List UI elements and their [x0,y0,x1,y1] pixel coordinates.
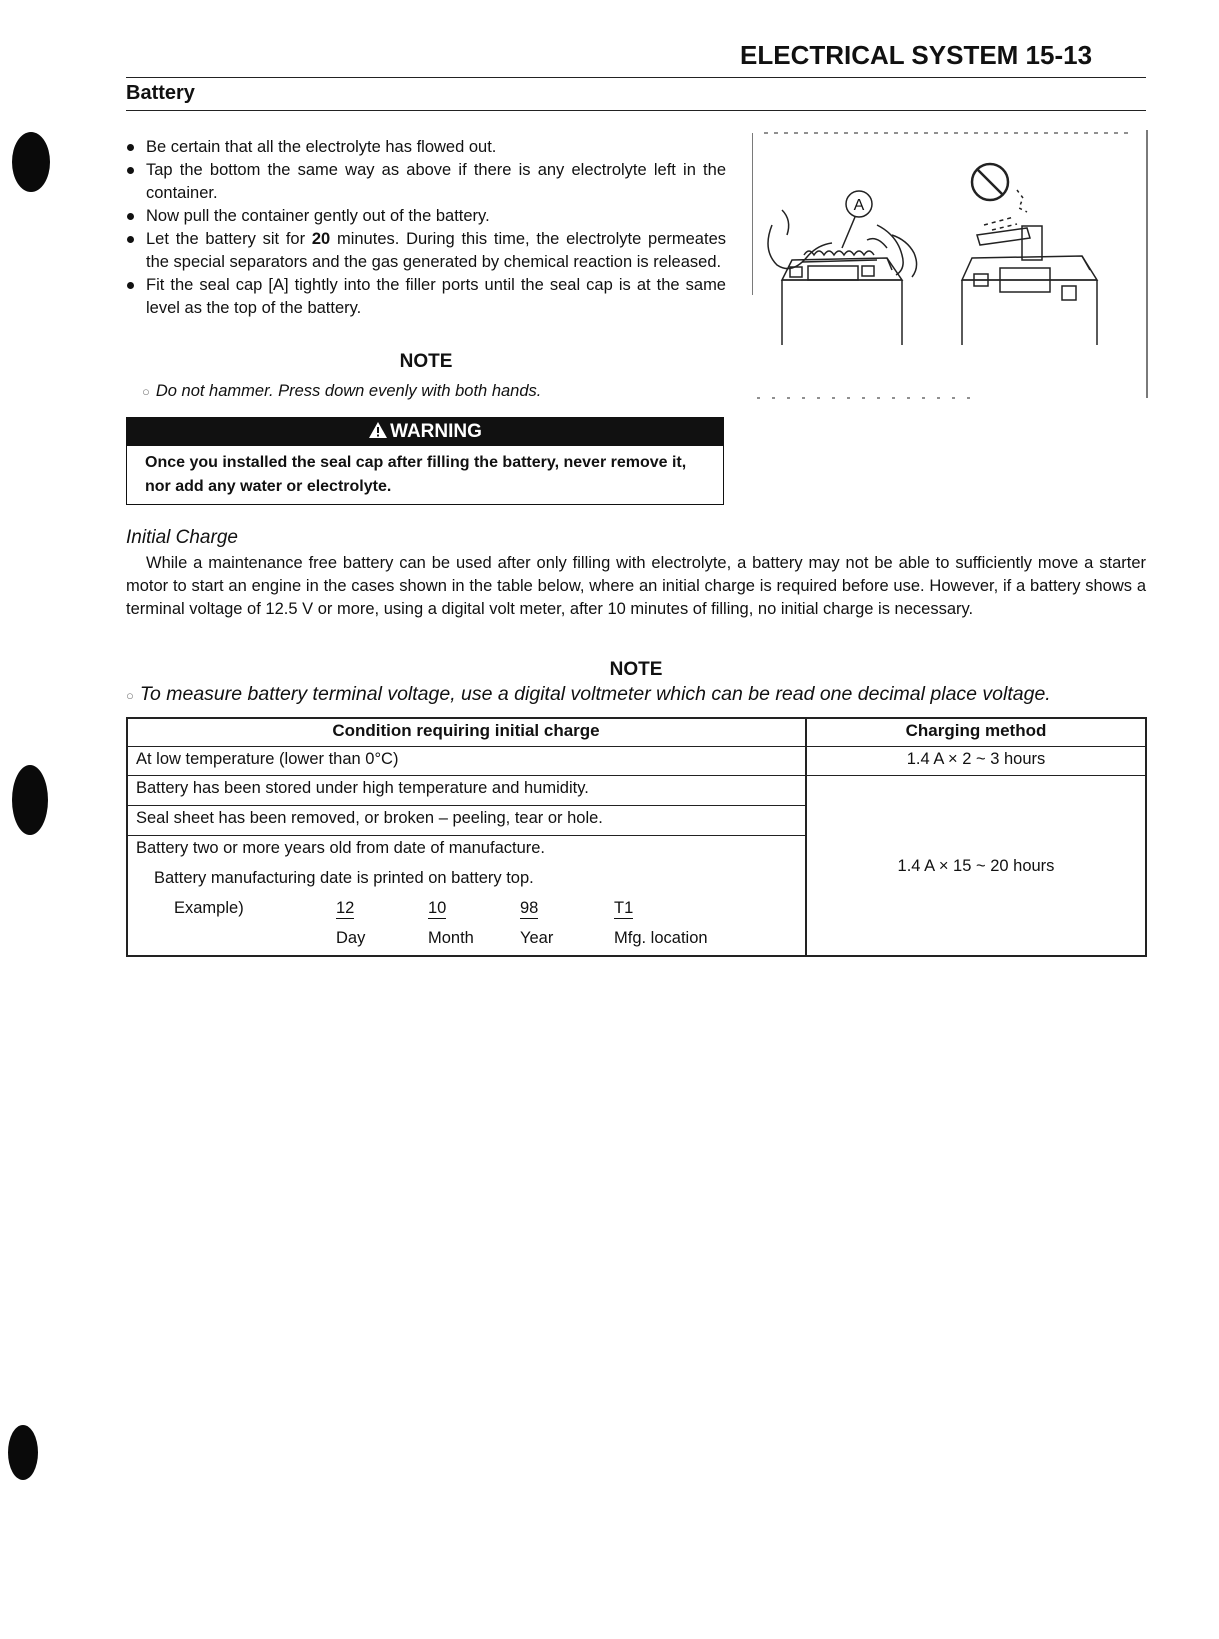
table-row-divider [126,835,806,836]
note-bullet-icon: ○ [142,384,150,399]
binding-hole [12,132,50,192]
figure-callout-label: A [853,197,865,214]
note-label: NOTE [399,351,453,372]
example-year-value: 98 [520,899,539,917]
battery-seal-cap-illustration [752,130,1152,400]
table-cell-condition: Seal sheet has been removed, or broken – peeling, tear or hole. [136,809,603,827]
table-cell-method: 1.4 A × 2 ~ 3 hours [906,750,1046,768]
example-day-value: 12 [336,899,355,917]
note-text [142,382,541,401]
note-text-content: Do not hammer. Press down evenly with both hands. [155,382,542,400]
initial-charge-table [126,717,1147,957]
example-location-caption: Mfg. location [614,929,708,947]
initial-charge-body: While a maintenance free battery can be used after only filling with electrolyte, a battery may not be able to sufficiently move a starter motor to start an engine in the cases shown in the table below, where an initial charge is required before use. However, if a battery shows a terminal voltage of 12.5 V or more, using a digital volt meter, after 10 minutes of filling, no initial charge is necessary. [126,554,1146,618]
example-month-caption: Month [428,929,474,947]
table-cell-condition: Battery has been stored under high temperature and humidity. [136,779,589,797]
warning-triangle-icon [368,418,388,446]
chapter-page-title: ELECTRICAL SYSTEM 15-13 [740,40,1093,70]
note-text [126,683,1051,706]
table-border [126,717,128,957]
step-text: Tap the bottom the same way as above if there is any electrolyte left in the container. [146,161,726,202]
procedure-steps [126,136,726,320]
warning-label: WARNING [390,421,482,442]
binding-hole [12,765,48,835]
table-row-divider [126,746,1147,747]
example-year-caption: Year [520,929,554,947]
example-location-value: T1 [614,899,634,917]
table-row-divider [126,805,806,806]
header-rule [126,77,1146,78]
step-text-pre: Let the battery sit for [146,230,312,248]
step-text: Now pull the container gently out of the battery. [146,207,490,225]
table-cell-subnote: Battery manufacturing date is printed on battery top. [154,869,534,887]
table-cell-condition: Battery two or more years old from date of manufacture. [136,839,546,857]
step-text: Fit the seal cap [A] tightly into the filler ports until the seal cap is at the same level as the top of the battery. [146,276,726,317]
step-text-post: minutes. During this time, the electrolyte permeates the special separators and the gas generated by chemical reaction is released. [146,230,726,271]
warning-text: Once you installed the seal cap after filling the battery, never remove it, nor add any water or electrolyte. [145,454,687,495]
table-header-condition: Condition requiring initial charge [332,721,600,740]
section-rule [126,110,1146,111]
example-day-caption: Day [336,929,366,947]
table-header-method: Charging method [905,721,1047,740]
step-item [126,205,726,228]
step-item [126,136,726,159]
section-title: Battery [126,82,195,104]
step-item [126,228,726,274]
table-border [126,955,1147,957]
note-text-content: To measure battery terminal voltage, use a digital voltmeter which can be read one decimal place voltage. [139,683,1051,705]
step-item [126,159,726,205]
step-text: Be certain that all the electrolyte has flowed out. [146,138,497,156]
step-item [126,274,726,320]
binding-hole [8,1425,38,1480]
step-duration: 20 [311,230,331,248]
note-label: NOTE [609,659,663,680]
table-border [126,717,1147,719]
table-row-divider [126,775,1147,776]
warning-header [127,418,723,446]
example-month-value: 10 [428,899,447,917]
table-cell-condition: At low temperature (lower than 0°C) [136,750,399,768]
warning-box [126,417,724,505]
table-cell-method: 1.4 A × 15 ~ 20 hours [897,857,1055,875]
note-bullet-icon: ○ [126,688,134,703]
example-label: Example) [174,899,244,917]
initial-charge-title: Initial Charge [126,527,238,548]
